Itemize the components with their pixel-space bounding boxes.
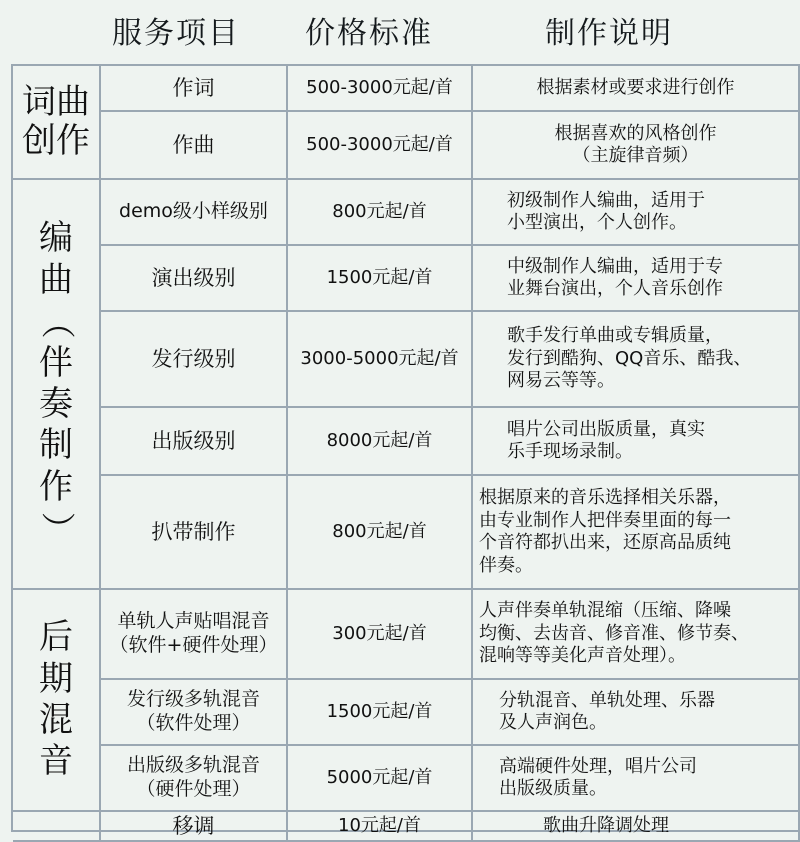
- service-item-cell: [101, 476, 288, 590]
- text-line: 800元起/首: [332, 520, 427, 542]
- price-cell: [288, 408, 473, 476]
- price-cell: [288, 66, 473, 112]
- text-line: （软件+硬件处理）: [109, 634, 278, 656]
- text-line: 500-3000元起/首: [306, 133, 453, 155]
- category-char: 混: [39, 700, 73, 740]
- service-item-cell: [101, 812, 288, 842]
- text-line: 1500元起/首: [326, 700, 433, 722]
- text-line: 10元起/首: [338, 814, 421, 836]
- service-item-cell: [101, 408, 288, 476]
- text-line: 分轨混音、单轨处理、乐器: [499, 689, 715, 711]
- category-char: 伴: [39, 342, 73, 383]
- text-line: 8000元起/首: [326, 429, 433, 451]
- price-cell: [288, 680, 473, 746]
- text-line: 网易云等等。: [507, 370, 615, 392]
- category-char: 后: [39, 617, 73, 658]
- category-lyrics: [13, 66, 101, 180]
- text-line: 歌曲升降调处理: [543, 814, 669, 836]
- description-cell: [473, 590, 800, 680]
- text-line: 扒带制作: [151, 519, 236, 544]
- text-line: 出版级多轨混音: [126, 754, 260, 777]
- text-line: 500-3000元起/首: [306, 76, 453, 98]
- text-line: 均衡、去齿音、修音准、修节奏、: [479, 622, 749, 644]
- price-table: [11, 64, 800, 838]
- text-line: 乐手现场录制。: [507, 441, 633, 462]
- text-line: 小型演出，个人创作。: [507, 212, 687, 233]
- description-cell: [473, 66, 800, 112]
- price-cell: [288, 112, 473, 180]
- description-cell: [473, 312, 800, 408]
- description-cell: [473, 680, 800, 746]
- price-cell: [288, 590, 473, 680]
- text-line: 业舞台演出，个人音乐创作: [507, 278, 723, 299]
- category-char: 编: [39, 218, 73, 259]
- text-line: 根据喜欢的风格创作: [554, 122, 717, 144]
- category-char: ）: [36, 512, 77, 547]
- header-price: 价格标准: [305, 16, 433, 51]
- text-line: 混响等等美化声音处理）。: [479, 645, 686, 667]
- text-line: demo级小样级别: [119, 200, 268, 223]
- text-line: 5000元起/首: [326, 766, 433, 788]
- service-item-cell: [101, 246, 288, 312]
- text-line: 人声伴奏单轨混缩（压缩、降噪: [479, 600, 731, 622]
- text-line: （软件处理）: [136, 712, 251, 734]
- service-item-cell: [101, 590, 288, 680]
- header-service: 服务项目: [112, 16, 240, 51]
- description-cell: [473, 476, 800, 590]
- text-line: 歌手发行单曲或专辑质量，: [507, 325, 723, 347]
- service-item-cell: [101, 680, 288, 746]
- text-line: 根据素材或要求进行创作: [536, 76, 735, 98]
- text-line: 伴奏。: [479, 554, 533, 576]
- price-cell: [288, 246, 473, 312]
- text-line: 出版级别: [151, 428, 236, 453]
- text-line: 中级制作人编曲，适用于专: [507, 255, 723, 277]
- text-line: 作曲: [172, 132, 215, 157]
- text-line: 800元起/首: [332, 200, 427, 222]
- description-cell: [473, 180, 800, 246]
- description-cell: [473, 746, 800, 812]
- category-char: 奏: [39, 384, 73, 424]
- text-line: （主旋律音频）: [572, 145, 699, 166]
- text-line: 1500元起/首: [326, 266, 433, 288]
- price-cell: [288, 180, 473, 246]
- service-item-cell: [101, 746, 288, 812]
- text-line: 唱片公司出版质量，真实: [507, 418, 705, 440]
- text-line: 移调: [172, 813, 215, 838]
- service-item-cell: [101, 66, 288, 112]
- description-cell: [473, 112, 800, 180]
- text-line: 单轨人声贴唱混音: [117, 610, 270, 633]
- text-line: 发行级别: [151, 346, 236, 371]
- price-cell: [288, 746, 473, 812]
- description-cell: [473, 408, 800, 476]
- header-description: 制作说明: [545, 16, 673, 51]
- price-cell: [288, 312, 473, 408]
- text-line: 出版级质量。: [499, 778, 607, 799]
- text-line: 及人声润色。: [499, 712, 607, 733]
- category-char: 制: [39, 425, 73, 466]
- category-lyrics-line2: 创作: [22, 121, 90, 161]
- text-line: 由专业制作人把伴奏里面的每一: [479, 509, 731, 531]
- text-line: 300元起/首: [332, 622, 427, 644]
- description-cell: [473, 246, 800, 312]
- price-cell: [288, 812, 473, 842]
- service-item-cell: [101, 112, 288, 180]
- text-line: 作词: [172, 75, 215, 100]
- service-item-cell: [101, 312, 288, 408]
- category-lyrics-line1: 词曲: [22, 81, 90, 122]
- text-line: 个音符都扒出来，还原高品质纯: [479, 532, 731, 553]
- text-line: 3000-5000元起/首: [300, 347, 459, 369]
- table-header: [0, 0, 800, 64]
- category-char: 音: [39, 741, 73, 782]
- category-post-mixing: [13, 590, 101, 812]
- text-line: 初级制作人编曲，适用于: [507, 189, 705, 211]
- category-char: 作: [39, 466, 73, 507]
- category-char: （: [36, 304, 77, 339]
- text-line: 根据原来的音乐选择相关乐器，: [479, 487, 731, 508]
- text-line: 高端硬件处理，唱片公司: [499, 755, 697, 777]
- category-extra: [13, 812, 101, 842]
- category-char: 期: [39, 658, 73, 699]
- category-char: 曲: [39, 259, 73, 300]
- text-line: 发行到酷狗、QQ音乐、酷我、: [507, 347, 752, 369]
- price-cell: [288, 476, 473, 590]
- text-line: 演出级别: [151, 265, 236, 290]
- service-item-cell: [101, 180, 288, 246]
- description-cell: [473, 812, 800, 842]
- category-arrangement: [13, 180, 101, 590]
- text-line: （硬件处理）: [136, 778, 251, 800]
- text-line: 发行级多轨混音: [126, 688, 260, 711]
